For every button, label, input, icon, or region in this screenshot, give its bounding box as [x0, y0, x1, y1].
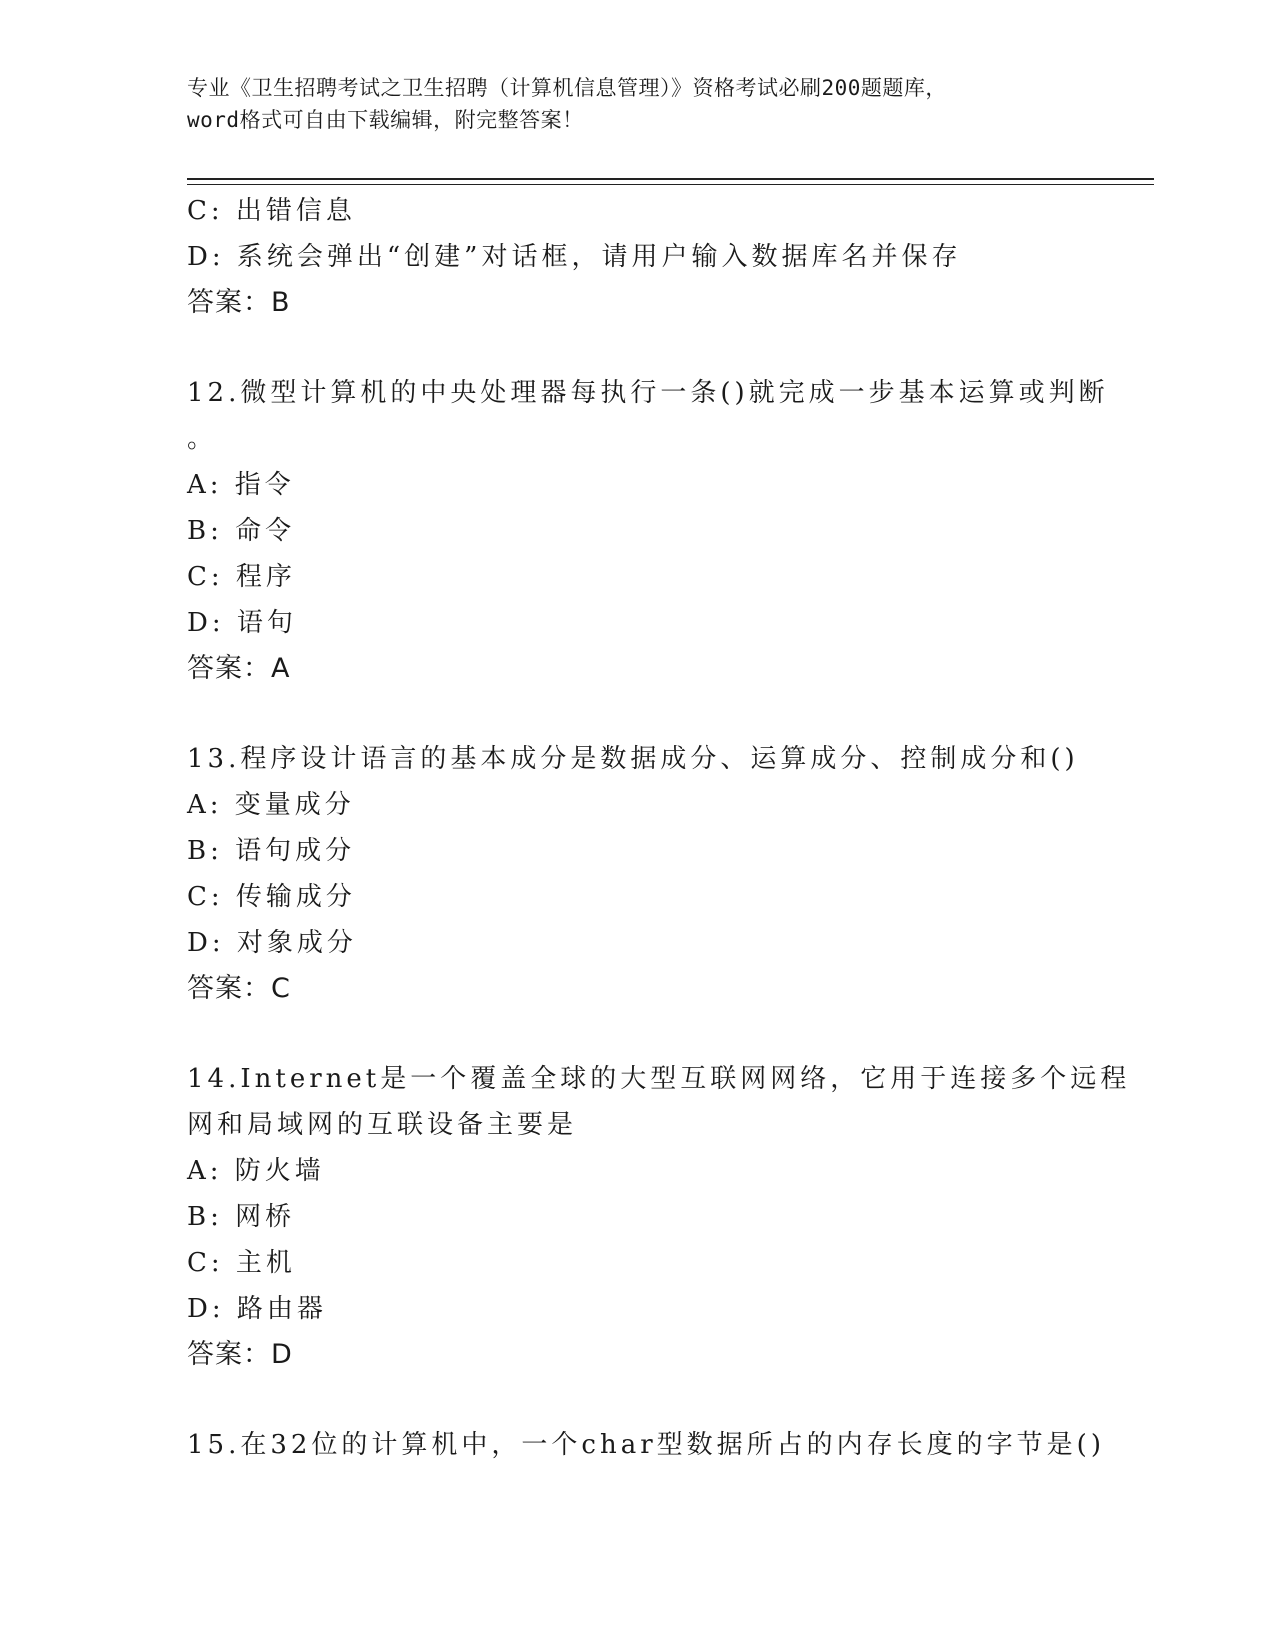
question-stem: 12.微型计算机的中央处理器每执行一条()就完成一步基本运算或判断 — [187, 378, 1109, 408]
question-stem: 13.程序设计语言的基本成分是数据成分、运算成分、控制成分和() — [187, 744, 1079, 774]
answer: 答案：D — [187, 1339, 293, 1370]
document-header — [187, 72, 1087, 136]
question-block — [187, 188, 1107, 326]
option: D: 对象成分 — [187, 928, 357, 958]
option: D: 路由器 — [187, 1294, 327, 1324]
option: A: 防火墙 — [187, 1156, 325, 1186]
header-line: 专业《卫生招聘考试之卫生招聘（计算机信息管理）》资格考试必刷200题题库， — [187, 76, 947, 100]
header-divider — [187, 184, 1154, 185]
option: C: 出错信息 — [187, 196, 356, 226]
question-stem: 15.在32位的计算机中，一个char型数据所占的内存长度的字节是() — [187, 1430, 1105, 1460]
option: C: 程序 — [187, 562, 296, 592]
answer: 答案：A — [187, 653, 291, 684]
answer: 答案：C — [187, 973, 291, 1004]
option: A: 变量成分 — [187, 790, 355, 820]
question-block — [187, 1056, 1131, 1378]
question-stem: 14.Internet是一个覆盖全球的大型互联网网络，它用于连接多个远程 — [187, 1064, 1131, 1094]
option: C: 主机 — [187, 1248, 296, 1278]
option: B: 网桥 — [187, 1202, 296, 1232]
option: D: 系统会弹出“创建”对话框，请用户输入数据库名并保存 — [187, 242, 962, 272]
option: D: 语句 — [187, 608, 297, 638]
question-block — [187, 1422, 1107, 1468]
question-stem: 。 — [187, 424, 218, 454]
option: B: 命令 — [187, 516, 296, 546]
option: B: 语句成分 — [187, 836, 356, 866]
header-line: word格式可自由下载编辑，附完整答案！ — [187, 108, 584, 132]
question-block — [187, 370, 1107, 692]
header-divider — [187, 178, 1154, 180]
question-list — [187, 188, 1131, 1468]
question-stem: 网和局域网的互联设备主要是 — [187, 1110, 578, 1140]
answer: 答案：B — [187, 287, 291, 318]
option: A: 指令 — [187, 470, 295, 500]
question-block — [187, 736, 1107, 1012]
option: C: 传输成分 — [187, 882, 356, 912]
